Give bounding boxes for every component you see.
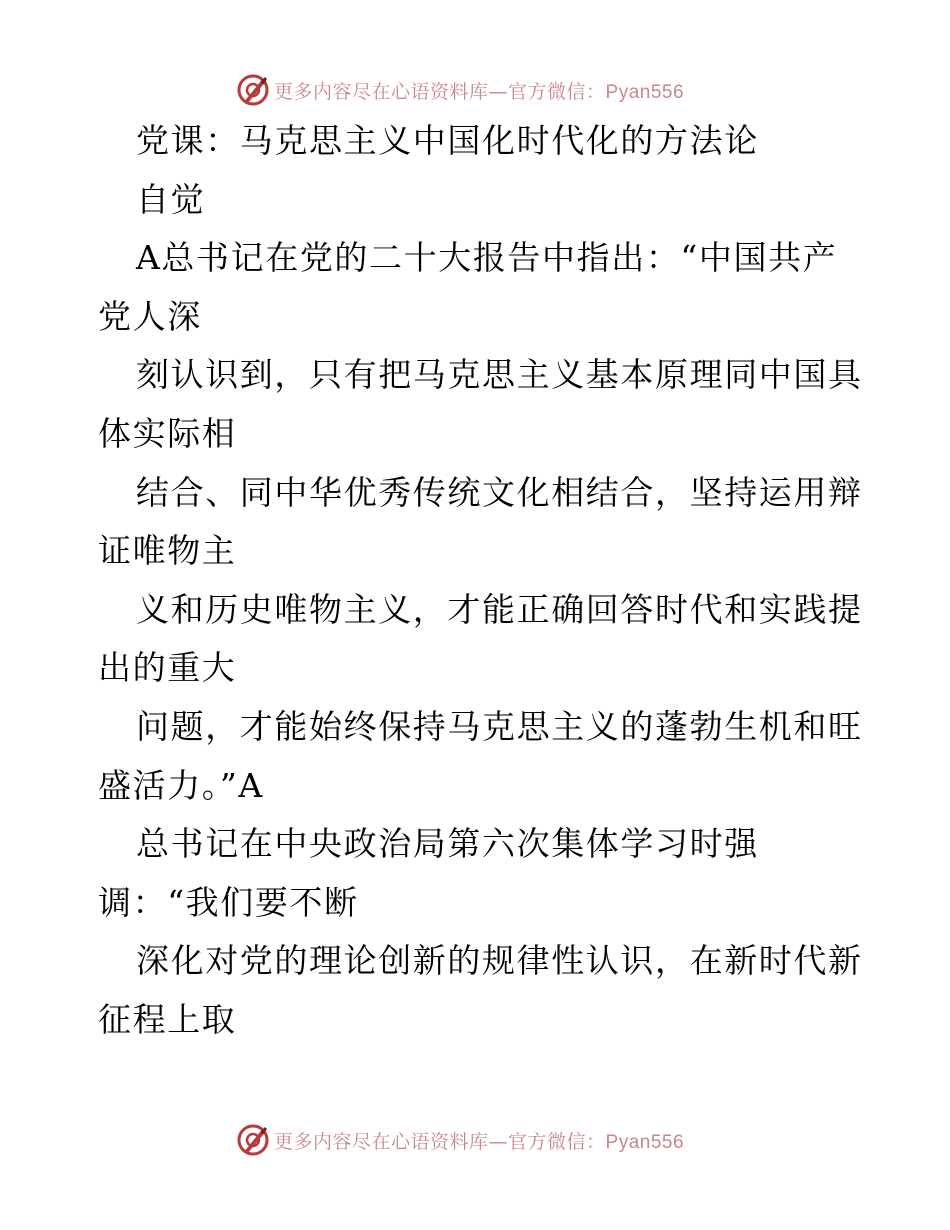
paragraph-line: 刻认识到，只有把马克思主义基本原理同中国具 bbox=[136, 355, 863, 395]
document-body bbox=[98, 121, 863, 1060]
paragraph-line: 盛活力。”A bbox=[98, 765, 264, 805]
paragraph-line: 证唯物主 bbox=[98, 531, 237, 571]
brand-logo-icon bbox=[236, 73, 270, 107]
brand-logo-icon bbox=[236, 1123, 270, 1157]
paragraph-line: 问题，才能始终保持马克思主义的蓬勃生机和旺 bbox=[136, 706, 863, 746]
watermark-text: 更多内容尽在心语资料库—官方微信：Pyan556 bbox=[274, 80, 685, 103]
paragraph-line: 义和历史唯物主义，才能正确回答时代和实践提 bbox=[136, 589, 863, 629]
wechat-id: Pyan556 bbox=[605, 81, 685, 103]
paragraph-line: 出的重大 bbox=[98, 648, 237, 688]
header-watermark bbox=[236, 72, 684, 108]
paragraph-line: 调：“我们要不断 bbox=[98, 882, 359, 922]
paragraph-line: 党人深 bbox=[98, 296, 202, 336]
watermark-text: 更多内容尽在心语资料库—官方微信：Pyan556 bbox=[274, 1130, 685, 1153]
paragraph-line: 结合、同中华优秀传统文化相结合，坚持运用辩 bbox=[136, 472, 863, 512]
document-title: 党课：马克思主义中国化时代化的方法论 bbox=[136, 121, 759, 160]
paragraph-line: 体实际相 bbox=[98, 413, 237, 453]
paragraph-line: A总书记在党的二十大报告中指出：“中国共产 bbox=[136, 238, 838, 278]
paragraph-line: 总书记在中央政治局第六次集体学习时强 bbox=[136, 824, 759, 864]
paragraph-line: 征程上取 bbox=[98, 999, 237, 1039]
document-title-cont: 自觉 bbox=[136, 179, 206, 219]
paragraph-line: 深化对党的理论创新的规律性认识，在新时代新 bbox=[136, 941, 863, 981]
footer-watermark bbox=[236, 1122, 684, 1158]
wechat-id: Pyan556 bbox=[605, 1131, 685, 1153]
